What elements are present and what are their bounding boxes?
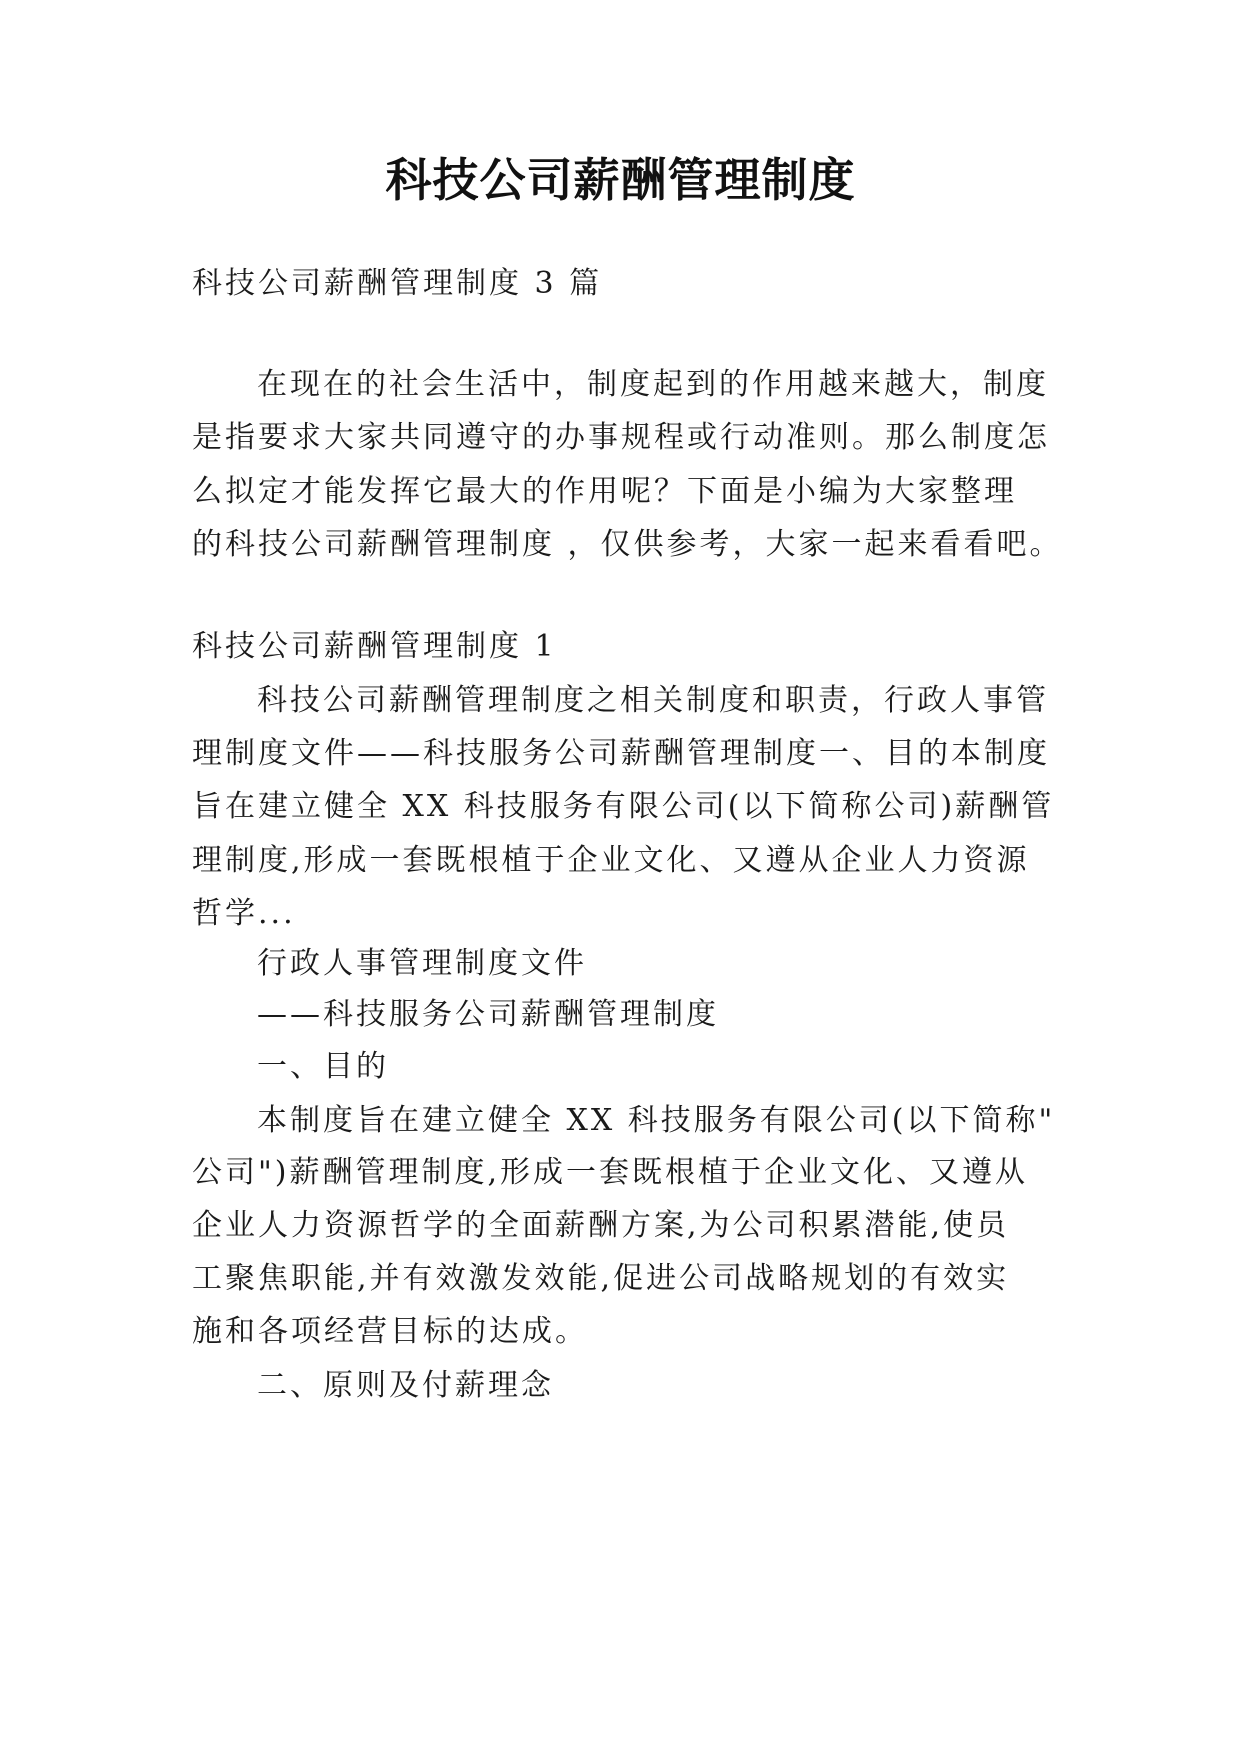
summary-line: 哲学... bbox=[192, 896, 296, 931]
file-subtitle: ——科技服务公司薪酬管理制度 bbox=[257, 997, 719, 1032]
document-title: 科技公司薪酬管理制度 bbox=[385, 153, 856, 207]
heading-principles: 二、原则及付薪理念 bbox=[257, 1368, 554, 1403]
intro-line: 的科技公司薪酬管理制度 ，仅供参考，大家一起来看看吧。 bbox=[192, 527, 1063, 562]
purpose-line: 公司")薪酬管理制度,形成一套既根植于企业文化、又遵从 bbox=[192, 1155, 1029, 1190]
summary-line: 旨在建立健全 XX 科技服务有限公司(以下简称公司)薪酬管 bbox=[192, 789, 1055, 824]
summary-line: 理制度,形成一套既根植于企业文化、又遵从企业人力资源 bbox=[192, 843, 1030, 878]
summary-line: 理制度文件——科技服务公司薪酬管理制度一、目的本制度 bbox=[192, 736, 1050, 771]
intro-line: 在现在的社会生活中，制度起到的作用越来越大，制度 bbox=[257, 367, 1049, 402]
section-heading: 科技公司薪酬管理制度 1 bbox=[192, 629, 557, 664]
purpose-line: 工聚焦职能,并有效激发效能,促进公司战略规划的有效实 bbox=[192, 1261, 1010, 1296]
document-subtitle: 科技公司薪酬管理制度 3 篇 bbox=[192, 266, 603, 301]
purpose-line: 企业人力资源哲学的全面薪酬方案,为公司积累潜能,使员 bbox=[192, 1208, 1010, 1243]
heading-purpose: 一、目的 bbox=[257, 1049, 389, 1084]
file-title: 行政人事管理制度文件 bbox=[257, 946, 587, 981]
intro-line: 么拟定才能发挥它最大的作用呢？下面是小编为大家整理 bbox=[192, 474, 1017, 509]
purpose-line: 施和各项经营目标的达成。 bbox=[192, 1314, 588, 1349]
intro-line: 是指要求大家共同遵守的办事规程或行动准则。那么制度怎 bbox=[192, 420, 1050, 455]
summary-line: 科技公司薪酬管理制度之相关制度和职责，行政人事管 bbox=[257, 683, 1049, 718]
purpose-line: 本制度旨在建立健全 XX 科技服务有限公司(以下简称" bbox=[257, 1103, 1056, 1138]
